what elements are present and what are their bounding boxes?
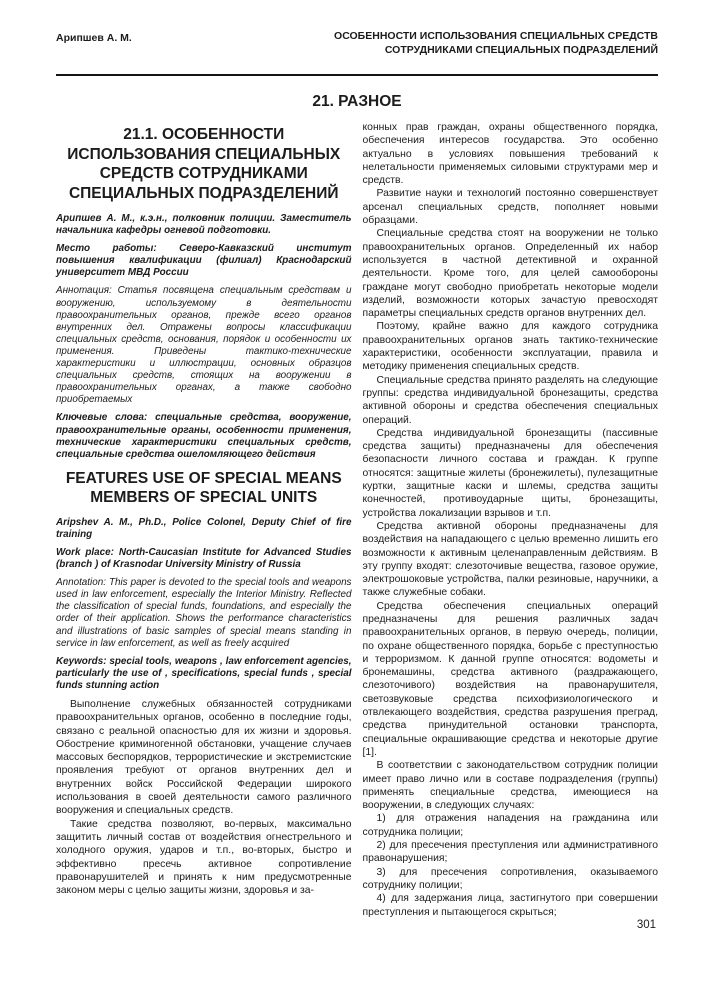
article-title-ru: 21.1. ОСОБЕННОСТИ ИСПОЛЬЗОВАНИЯ СПЕЦИАЛЬНЫХ СРЕДСТВ СОТРУДНИКАМИ СПЕЦИАЛЬНЫХ ПОДРАЗДЕЛЕНИЙ <box>67 126 341 202</box>
article-title-en: FEATURES USE OF SPECIAL MEANS MEMBERS OF SPECIAL UNITS <box>65 469 342 507</box>
running-head-title-line2: СОТРУДНИКАМИ СПЕЦИАЛЬНЫХ ПОДРАЗДЕЛЕНИЙ <box>384 43 658 56</box>
body-paragraph: Такие средства позволяют, во-первых, максимально защитить личный состав от воздействия огнестрельного и холодного оружия, ударов и т.п., во-вторых, быстро и эффективно пресечь активное сопротивление правонарушителей и принять к ним предусмотренные законом меры с целью защиты жизни, здоровья и за- <box>56 818 352 897</box>
keywords-ru: Ключевые слова: специальные средства, вооружение, правоохранительные органы, особенности применения, технические характеристики специальных средств, специальные средства ошеломляющего действия <box>56 412 352 460</box>
list-item-paragraph: 1) для отражения нападения на гражданина или сотрудника полиции; <box>362 813 658 838</box>
body-paragraph: Средства обеспечения специальных операций предназначены для решения различных задач правоохранительных органов, в первую очередь, полиции, по охране общественного порядка, борьбе с преступностью и терроризмом. К данной группе относятся: водометы и бронемашины, средства активного (раздражающего, слезоточивого) воздействия на правонарушителя, светозвуковые средства психофизиологического и отвлекающего воздействия, средства разрушения преград, средства принудительной остановки транспорта, специальные окрашивающие средства и некоторые другие [1]. <box>362 600 658 758</box>
running-head <box>56 30 658 57</box>
annotation-ru: Аннотация: Статья посвящена специальным средствам и вооружению, используемому в деятельности правоохранительных органов, прежде всего органов внутренних дел. Отражены вопросы классификации специальных средств, основания, порядок и особенности их применения. Приведены тактико-технические характеристики и иллюстрации, основных образцов специальных средств, стоящих на вооружении в правоохранительных органах, а также свободно приобретаемых <box>56 285 352 406</box>
body-paragraph: Развитие науки и технологий постоянно совершенствует арсенал специальных средств, пополняет новыми образцами. <box>362 188 658 227</box>
body-paragraph: В соответствии с законодательством сотрудник полиции имеет право лично или в составе подразделения (группы) применять специальные средства, имеющиеся на вооружении, в следующих случаях: <box>362 760 658 812</box>
section-heading: 21. РАЗНОЕ <box>312 93 402 110</box>
body-paragraph: конных прав граждан, охраны общественного порядка, обеспечения интересов государства. Это особенно актуально в условиях повышения требований к нелетальности применяемых силовыми структурами мер и средств. <box>362 122 658 187</box>
left-column <box>56 121 352 919</box>
two-column-layout <box>56 121 658 919</box>
body-paragraph: Поэтому, крайне важно для каждого сотрудника правоохранительных органов знать тактико-технические характеристики, особенности эксплуатации, правила и методику применения специальных средств. <box>362 321 658 373</box>
page-number: 301 <box>636 919 656 931</box>
author-info-en: Aripshev A. M., Ph.D., Police Colonel, Deputy Chief of fire training <box>56 516 352 540</box>
list-item-paragraph: 4) для задержания лица, застигнутого при совершении преступления и пытающегося скрыться; <box>362 893 658 918</box>
body-paragraph: Специальные средства стоят на вооружении не только правоохранительных органов. Определенный их набор используется в частной детективной и охранной деятельности. Кроме того, для целей самообороны граждане могут свободно приобретать некоторые модели изделий, возможности которых зачастую превосходят параметры специальных средств органов внутренних дел. <box>362 228 658 320</box>
keywords-en: Keywords: special tools, weapons , law enforcement agencies, particularly the use of , specifications, special funds , special funds stunning action <box>56 655 352 691</box>
annotation-en: Annotation: This paper is devoted to the special tools and weapons used in law enforcement, especially the Interior Ministry. Reflected the classification of special funds, foundations, and especially the order of their application. Shows the performance characteristics and illustrations of basic samples of special means standing in service in law enforcement, as well as freely acquired <box>56 577 352 649</box>
running-head-title-line1: ОСОБЕННОСТИ ИСПОЛЬЗОВАНИЯ СПЕЦИАЛЬНЫХ СРЕДСТВ <box>334 30 658 42</box>
running-head-author: Арипшев А. М. <box>56 32 132 44</box>
list-item-paragraph: 3) для пресечения сопротивления, оказываемого сотруднику полиции; <box>362 866 658 891</box>
workplace-ru: Место работы: Северо-Кавказский институт повышения квалификации (филиал) Краснодарский университет МВД России <box>56 243 352 279</box>
body-paragraph: Специальные средства принято разделять на следующие группы: средства индивидуальной бронезащиты, средства активной обороны и средства обеспечения специальных операций. <box>362 374 658 426</box>
body-paragraph: Средства индивидуальной бронезащиты (пассивные средства защиты) предназначены для обеспечения безопасности личного состава и граждан. К группе относятся: защитные жилеты (бронежилеты), пулезащитные куртки, защитные каски и шлемы, средства защиты конечностей, противоударные щиты, бронезащиты, устройства локализации взрывов и т.п. <box>362 427 658 519</box>
list-item-paragraph: 2) для пресечения преступления или административного правонарушения; <box>362 840 658 865</box>
author-info-ru: Арипшев А. М., к.э.н., полковник полиции. Заместитель начальника кафедры огневой подготовки. <box>56 213 352 237</box>
body-paragraph: Средства активной обороны предназначены для воздействия на нападающего с целью временно лишить его возможности к активным целенаправленным действиям. В эту группу входят: слезоточивые вещества, газовое оружие, электрошоковые устройства, палки резиновые, наручники, а также служебные собаки. <box>362 520 658 599</box>
workplace-en: Work place: North-Caucasian Institute for Advanced Studies (branch ) of Krasnodar University Ministry of Russia <box>56 546 352 571</box>
body-paragraph: Выполнение служебных обязанностей сотрудниками правоохранительных органов, особенно в последние годы, связано с реальной опасностью для их жизни и здоровья. Обострение криминогенной обстановки, учащение случаев массовых беспорядков, террористические и экстремистские проявления требуют от органов внутренних дел и внутренних войск Российской Федерации широкого использования в своей деятельности самого различного вооружения и специальных средств. <box>56 699 352 817</box>
right-column <box>363 121 659 919</box>
running-head-title <box>218 30 658 57</box>
header-rule <box>56 74 658 76</box>
